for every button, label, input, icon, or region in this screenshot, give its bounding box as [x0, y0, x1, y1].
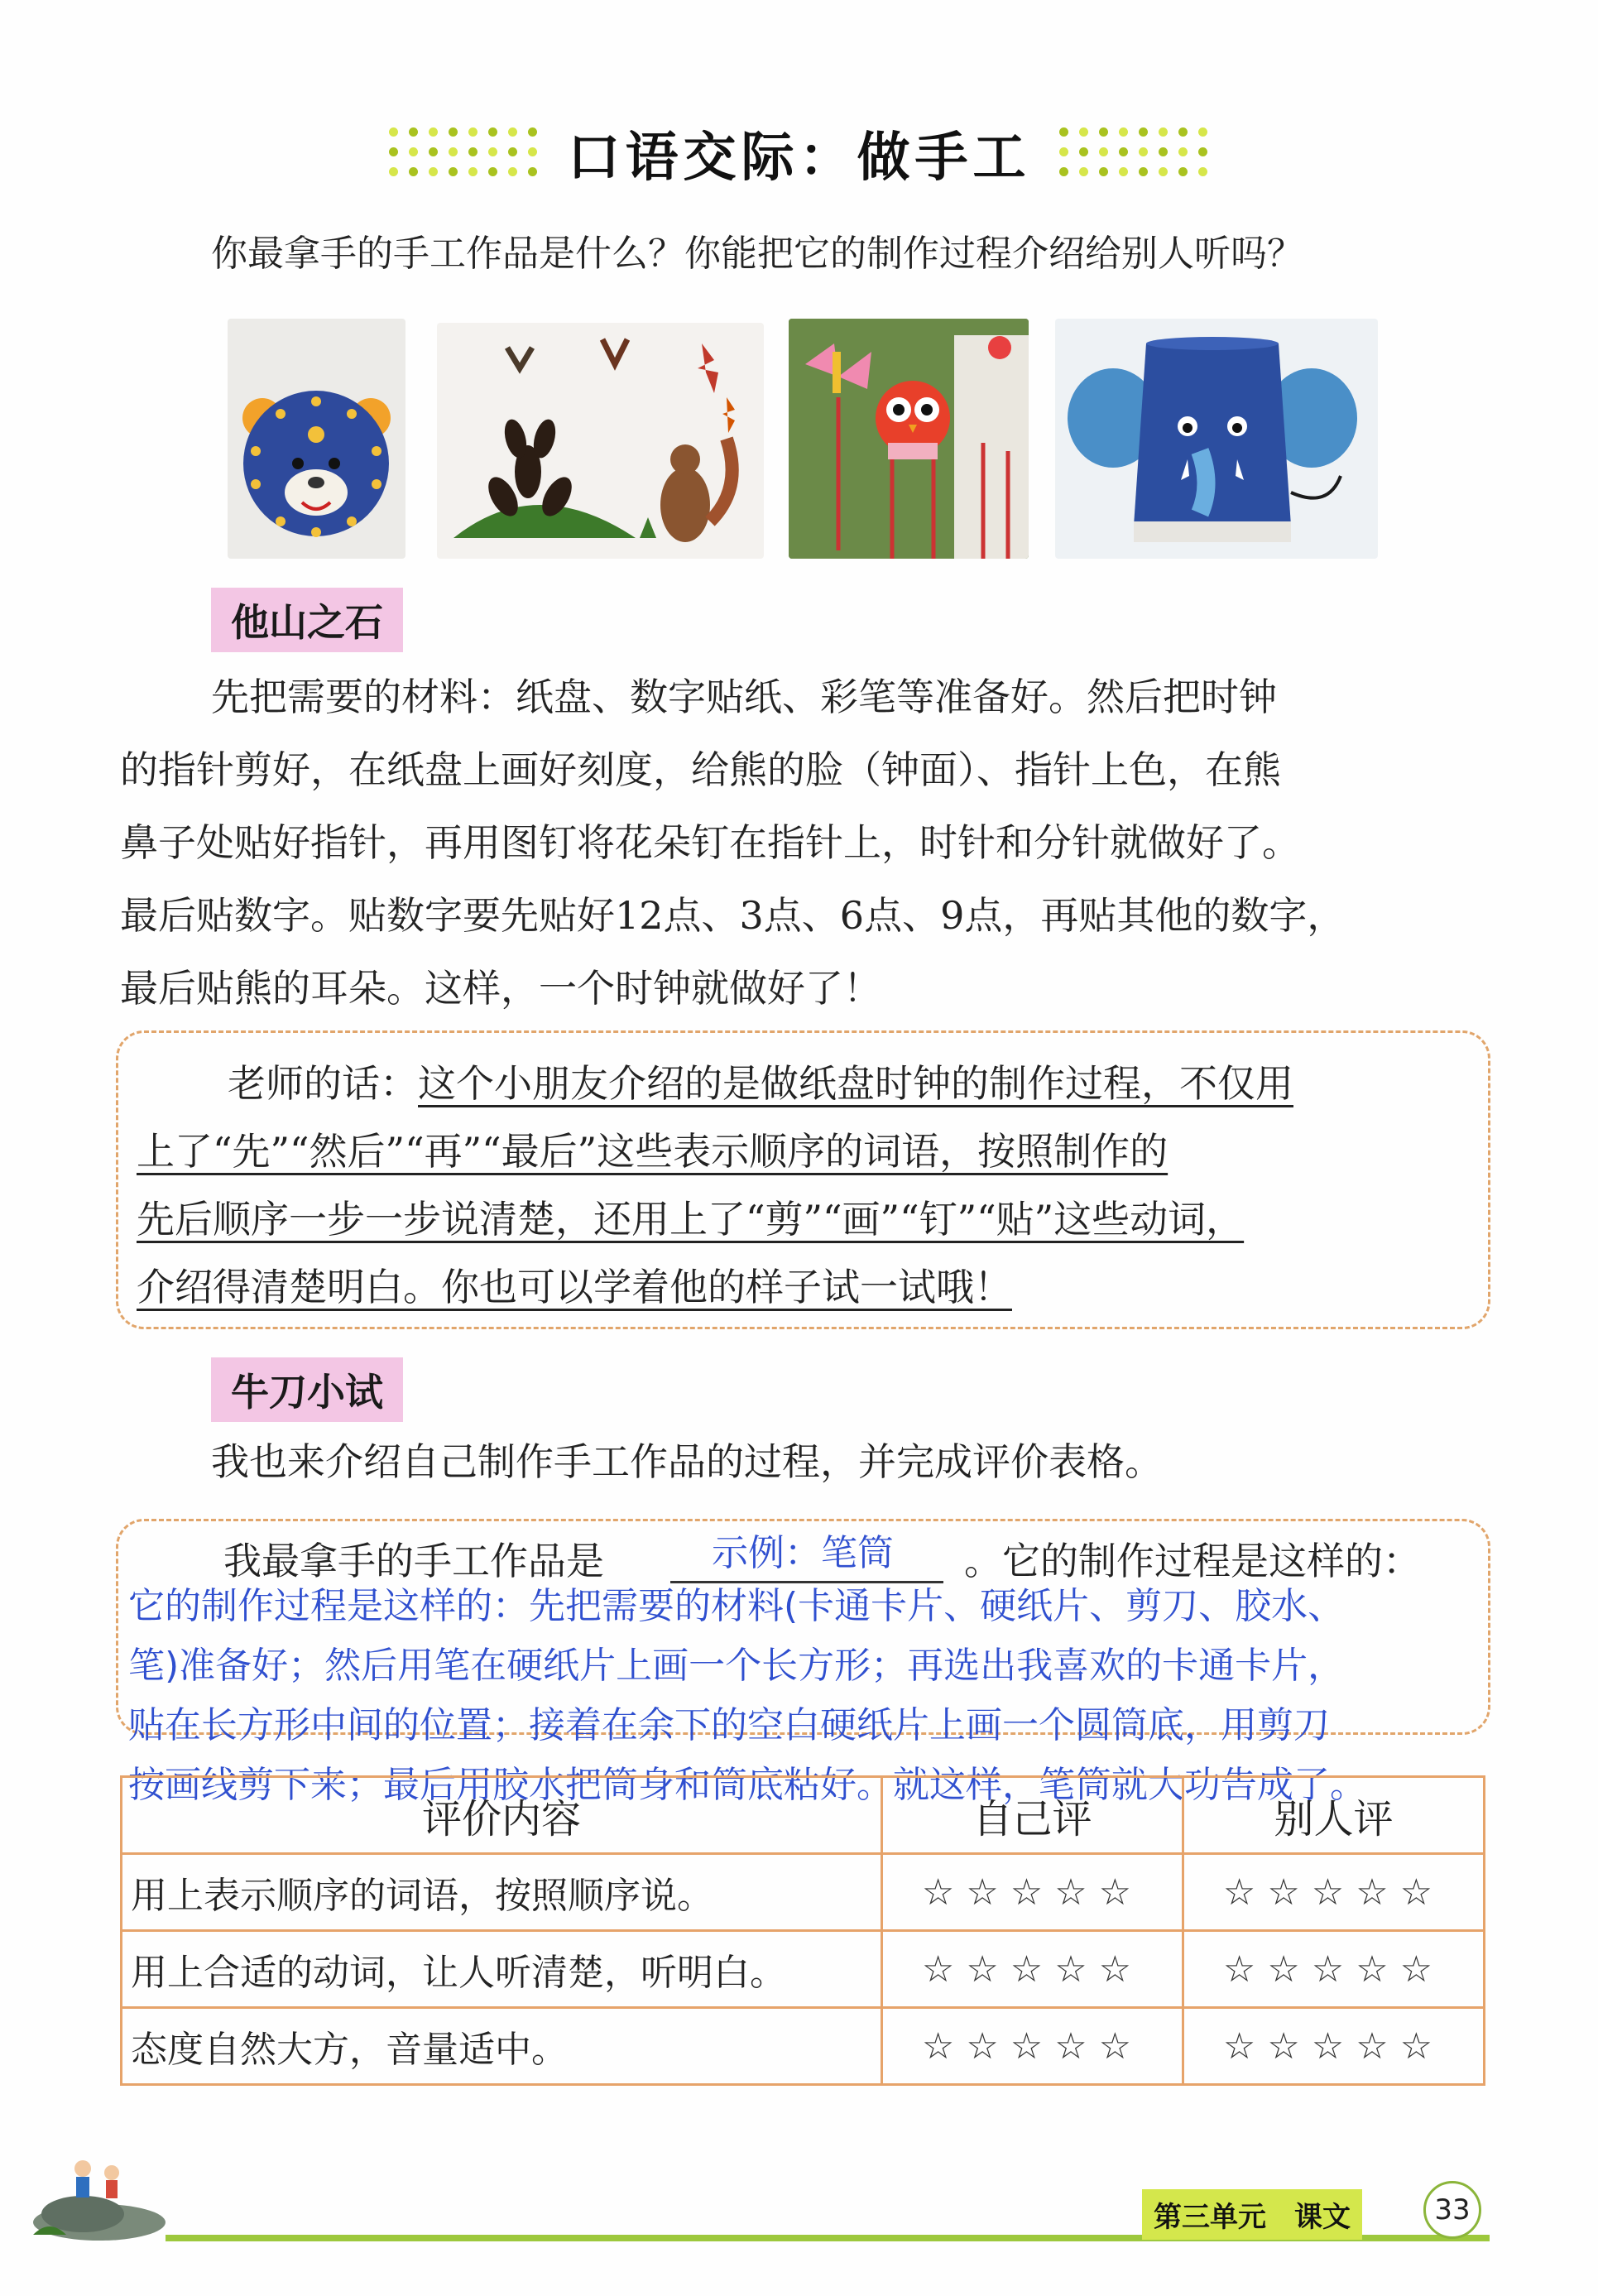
table-row: [122, 1854, 1485, 1931]
teacher-line: 这个小朋友介绍的是做纸盘时钟的制作过程，不仅用: [418, 1061, 1293, 1106]
sample-line: 的指针剪好，在纸盘上画好刻度，给熊的脸（钟面）、指针上色，在熊: [120, 747, 1281, 792]
row-content: 用上合适的动词，让人听清楚，听明白。: [122, 1931, 882, 2008]
fill-tail: 。它的制作过程是这样的：: [964, 1539, 1421, 1583]
self-rating-stars[interactable]: ☆☆☆☆☆: [882, 1854, 1183, 1931]
unit-label: 第三单元 课文: [1142, 2189, 1362, 2240]
table-header-content: 评价内容: [122, 1777, 882, 1854]
section-tag-tashanzhishi: 他山之石: [211, 588, 403, 652]
handwritten-line: 笔)准备好；然后用笔在硬纸片上画一个长方形；再选出我喜欢的卡通卡片，: [128, 1645, 1345, 1687]
page-number: 33: [1423, 2181, 1481, 2239]
sample-line: 先把需要的材料：纸盘、数字贴纸、彩笔等准备好。然后把时钟: [211, 675, 1277, 719]
self-rating-stars[interactable]: ☆☆☆☆☆: [882, 2008, 1183, 2085]
teacher-line: 上了“先”“然后”“再”“最后”这些表示顺序的词语，按照制作的: [137, 1129, 1169, 1174]
teacher-lead: 老师的话：: [228, 1061, 418, 1106]
exercise-intro: 我也来介绍自己制作手工作品的过程，并完成评价表格。: [211, 1439, 1163, 1484]
table-row: [122, 2008, 1485, 2085]
sample-line: 最后贴熊的耳朵。这样，一个时钟就做好了！: [120, 966, 881, 1011]
row-content: 用上表示顺序的词语，按照顺序说。: [122, 1854, 882, 1931]
table-header-row: [122, 1777, 1485, 1854]
others-rating-stars[interactable]: ☆☆☆☆☆: [1183, 2008, 1485, 2085]
evaluation-table: [120, 1775, 1485, 2086]
decor-dots-right-icon: [1059, 127, 1210, 179]
others-rating-stars[interactable]: ☆☆☆☆☆: [1183, 1854, 1485, 1931]
teacher-line: 先后顺序一步一步说清楚，还用上了“剪”“画”“钉”“贴”这些动词，: [137, 1197, 1245, 1242]
paper-cup-elephant-image: [1055, 319, 1378, 559]
table-header-others: 别人评: [1183, 1777, 1485, 1854]
sample-paragraph: [120, 660, 1485, 1025]
table-row: [122, 1931, 1485, 2008]
bear-clock-image: [228, 319, 405, 559]
owl-windchime-image: [789, 319, 1029, 559]
handwritten-line: 它的制作过程是这样的：先把需要的材料(卡通卡片、硬纸片、剪刀、胶水、: [128, 1585, 1345, 1627]
handwritten-line: 贴在长方形中间的位置；接着在余下的空白硬纸片上画一个圆筒底，用剪刀: [128, 1704, 1330, 1746]
fill-label: 我最拿手的手工作品是: [223, 1539, 604, 1583]
handwritten-line: 按画线剪下来；最后用胶水把筒身和筒底粘好。就这样，笔筒就大功告成了。: [128, 1764, 1366, 1806]
page-title: 口语交际：做手工: [567, 127, 1031, 189]
decor-dots-left-icon: [389, 127, 540, 179]
teacher-line: 介绍得清楚明白。你也可以学着他的样子试一试哦！: [137, 1265, 1012, 1309]
title-row: [0, 108, 1598, 199]
table-header-self: 自己评: [882, 1777, 1183, 1854]
leaf-collage-image: [437, 323, 764, 559]
children-on-rock-illustration: [25, 2144, 174, 2243]
sample-line: 最后贴数字。贴数字要先贴好12点、3点、6点、9点，再贴其他的数字，: [120, 893, 1346, 938]
sample-line: 鼻子处贴好指针，再用图钉将花朵钉在指针上，时针和分针就做好了。: [120, 820, 1300, 865]
section-tag-niudaoxiaoshi: 牛刀小试: [211, 1357, 403, 1422]
others-rating-stars[interactable]: ☆☆☆☆☆: [1183, 1931, 1485, 2008]
answer-handwriting: 示例：笔筒: [712, 1532, 894, 1574]
row-content: 态度自然大方，音量适中。: [122, 2008, 882, 2085]
question-text: 你最拿手的手工作品是什么？你能把它的制作过程介绍给别人听吗？: [211, 233, 1303, 275]
self-rating-stars[interactable]: ☆☆☆☆☆: [882, 1931, 1183, 2008]
teacher-comment: [137, 1050, 1477, 1321]
